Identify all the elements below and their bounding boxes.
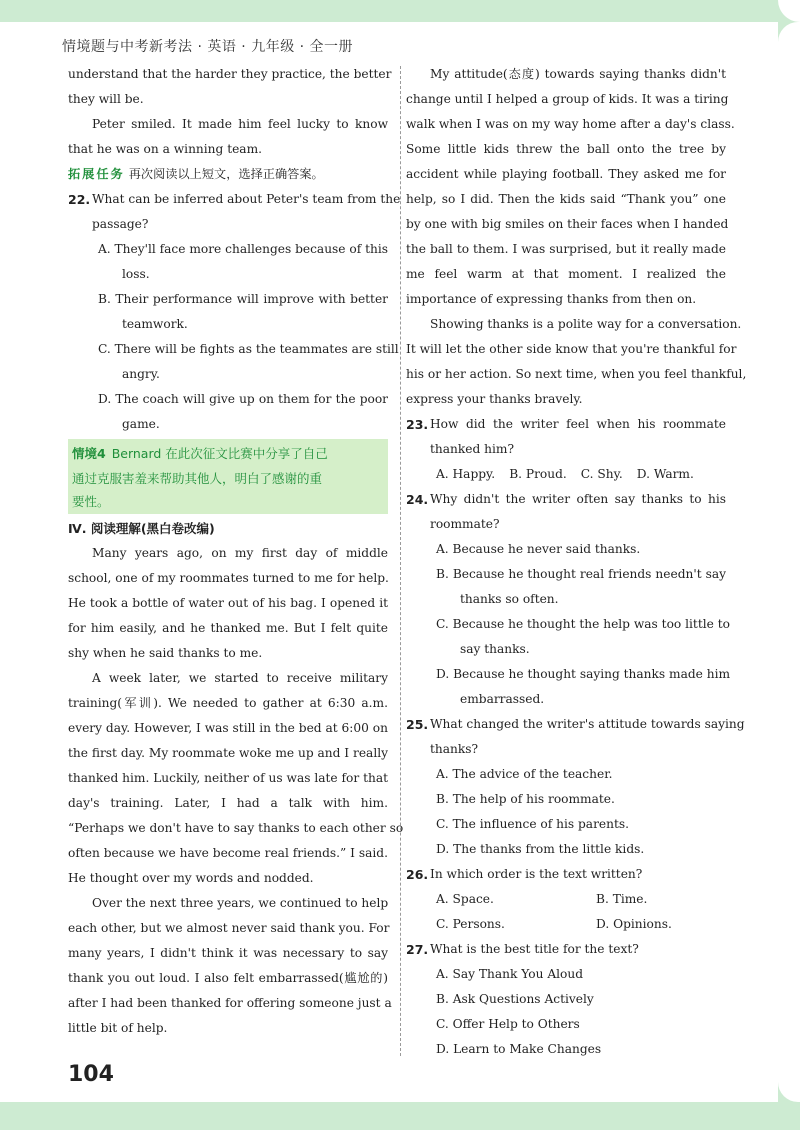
option-text: loss.: [122, 267, 150, 281]
text-line: Many years ago, on my first day of middle: [92, 546, 388, 560]
passage-paragraph-5: [406, 312, 747, 412]
question-number: 22.: [68, 192, 91, 207]
question-text: What is the best title for the text?: [430, 942, 639, 956]
option-b[interactable]: B. Time.: [596, 892, 648, 906]
page-frame-bottom: [0, 1102, 800, 1130]
option-b[interactable]: B. Proud.: [509, 467, 567, 481]
text-line: Showing thanks is a polite way for a conversation.: [430, 317, 742, 331]
text-line: thanked him. Luckily, neither of us was late for that: [68, 771, 388, 785]
question-24: [406, 487, 731, 712]
option-d[interactable]: D. Warm.: [636, 467, 694, 481]
option-text: thanks so often.: [460, 592, 559, 606]
text-line: after I had been thanked for offering someone just a: [68, 996, 392, 1010]
option-c[interactable]: C. Because he thought the help was too little to: [436, 617, 730, 631]
text-line: Over the next three years, we continued to help: [92, 896, 389, 910]
text-line: training(军训). We needed to gather at 6:30 a.m.: [68, 696, 388, 710]
text-line: importance of expressing thanks from then on.: [406, 292, 697, 306]
question-number: 26.: [406, 867, 429, 882]
column-divider: [400, 66, 401, 1056]
passage-paragraph-1: [68, 541, 388, 666]
text-line: “Perhaps we don't have to say thanks to each other so: [68, 821, 404, 835]
text-line: understand that the harder they practice, the better: [68, 67, 392, 81]
extension-task: [68, 162, 388, 187]
option-c[interactable]: C. Offer Help to Others: [436, 1017, 580, 1031]
text-line: shy when he said thanks to me.: [68, 646, 263, 660]
option-b[interactable]: B. Ask Questions Actively: [436, 992, 594, 1006]
scenario-label: 情境4: [72, 446, 106, 461]
question-text: In which order is the text written?: [430, 867, 643, 881]
option-a[interactable]: A. The advice of the teacher.: [436, 767, 613, 781]
question-number: 27.: [406, 942, 429, 957]
passage-paragraph-2: [68, 666, 404, 891]
question-27: [406, 937, 726, 1062]
left-column: [68, 62, 404, 1041]
text-line: day's training. Later, I had a talk with him.: [68, 796, 388, 810]
question-23: [406, 412, 726, 487]
text-line: his or her action. So next time, when you feel thankful,: [406, 367, 747, 381]
question-text: roommate?: [430, 517, 500, 531]
extension-task-text: 再次阅读以上短文，选择正确答案。: [128, 167, 324, 181]
text-line: every day. However, I was still in the bed at 6:00 on: [68, 721, 388, 735]
option-a[interactable]: A. Because he never said thanks.: [436, 542, 641, 556]
option-d[interactable]: D. Opinions.: [596, 917, 672, 931]
text-line: He took a bottle of water out of his bag. I opened it: [68, 596, 388, 610]
question-text: thanked him?: [430, 442, 514, 456]
option-d[interactable]: D. Learn to Make Changes: [436, 1042, 602, 1056]
option-text: teamwork.: [122, 317, 188, 331]
section-title: Ⅳ. 阅读理解(黑白卷改编): [68, 521, 215, 536]
option-b[interactable]: B. The help of his roommate.: [436, 792, 615, 806]
question-number: 25.: [406, 717, 429, 732]
running-header: 情境题与中考新考法 · 英语 · 九年级 · 全一册: [62, 39, 354, 55]
text-line: for him easily, and he thanked me. But I felt quite: [68, 621, 388, 635]
text-line: the ball to them. I was surprised, but it really made: [406, 242, 726, 256]
text-line: me feel warm at that moment. I realized the: [406, 267, 726, 281]
text-line: Peter smiled. It made him feel lucky to know: [92, 117, 388, 131]
question-text: What changed the writer's attitude towards saying: [430, 717, 745, 731]
text-line: A week later, we started to receive military: [92, 671, 388, 685]
text-line: Some little kids threw the ball onto the tree by: [406, 142, 726, 156]
text-line: My attitude(态度) towards saying thanks didn't: [430, 67, 726, 81]
question-text: passage?: [92, 217, 149, 231]
option-text: say thanks.: [460, 642, 530, 656]
option-a[interactable]: A. Happy.: [436, 467, 496, 481]
question-22: [68, 187, 401, 437]
page-frame-top: [0, 0, 800, 22]
text-line: school, one of my roommates turned to me for help.: [68, 571, 389, 585]
text-line: express your thanks bravely.: [406, 392, 583, 406]
option-c[interactable]: C. There will be fights as the teammates are still: [98, 342, 399, 356]
option-text: game.: [122, 417, 160, 431]
text-line: each other, but we almost never said thank you. For: [68, 921, 390, 935]
option-b[interactable]: B. Because he thought real friends needn't say: [436, 567, 726, 581]
text-line: change until I helped a group of kids. It was a tiring: [406, 92, 729, 106]
question-text: What can be inferred about Peter's team from the: [92, 192, 401, 206]
passage-paragraph-3: [68, 891, 392, 1041]
option-a[interactable]: A. Say Thank You Aloud: [436, 967, 584, 981]
text-line: thank you out loud. I also felt embarrassed(尴尬的): [68, 971, 388, 985]
scenario-text: 要性。: [72, 494, 110, 509]
option-c[interactable]: C. Persons.: [436, 917, 505, 931]
text-line: they will be.: [68, 92, 144, 106]
option-d[interactable]: D. The thanks from the little kids.: [436, 842, 645, 856]
text-line: by one with big smiles on their faces when I handed: [406, 217, 729, 231]
extension-task-label: 拓展任务: [68, 167, 125, 181]
question-25: [406, 712, 745, 862]
text-line: accident while playing football. They asked me for: [406, 167, 726, 181]
option-b[interactable]: B. Their performance will improve with better: [98, 292, 388, 306]
passage-paragraph-4: [406, 62, 735, 312]
text-line: He thought over my words and nodded.: [68, 871, 314, 885]
text-line: little bit of help.: [68, 1021, 168, 1035]
text-line: often because we have become real friends.” I said.: [68, 846, 388, 860]
text-line: walk when I was on my way home after a day's class.: [406, 117, 735, 131]
text-line: that he was on a winning team.: [68, 142, 263, 156]
question-text: Why didn't the writer often say thanks to his: [430, 492, 726, 506]
question-26: [406, 862, 726, 937]
option-text: embarrassed.: [460, 692, 545, 706]
option-c[interactable]: C. The influence of his parents.: [436, 817, 629, 831]
option-d[interactable]: D. The coach will give up on them for the poor: [98, 392, 388, 406]
text-line: It will let the other side know that you're thankful for: [406, 342, 737, 356]
question-number: 24.: [406, 492, 429, 507]
page-number: 104: [68, 1062, 114, 1087]
question-number: 23.: [406, 417, 429, 432]
text-line: the first day. My roommate woke me up and I really: [68, 746, 388, 760]
option-text: angry.: [122, 367, 160, 381]
scenario-text: Bernard 在此次征文比赛中分享了自己: [111, 446, 328, 461]
question-text: How did the writer feel when his roommate: [430, 417, 726, 431]
option-c[interactable]: C. Shy.: [580, 467, 623, 481]
text-line: many years, I didn't think it was necessary to say: [68, 946, 388, 960]
option-a[interactable]: A. They'll face more challenges because of this: [98, 242, 389, 256]
question-text: thanks?: [430, 742, 479, 756]
page-frame-right: [778, 22, 800, 1102]
scenario-text: 通过克服害羞来帮助其他人，明白了感谢的重: [72, 471, 323, 486]
option-d[interactable]: D. Because he thought saying thanks made him: [436, 667, 731, 681]
option-a[interactable]: A. Space.: [436, 892, 494, 906]
scenario-box: [68, 439, 388, 514]
right-column: [406, 62, 747, 1062]
text-line: help, so I did. Then the kids said “Thank you” one: [406, 192, 726, 206]
